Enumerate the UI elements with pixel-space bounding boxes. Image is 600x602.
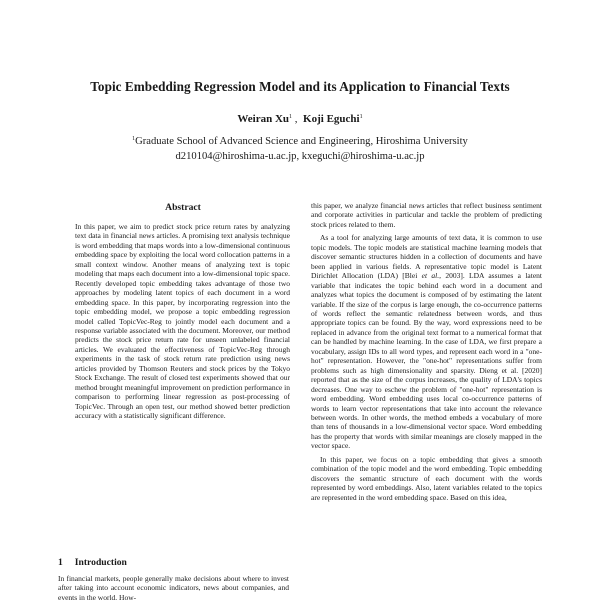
paragraph-text: As a tool for analyzing large amounts of text data, it is common to use topic models. The topic models are statistical machine learning models that discover semantic structures hidden in a collection of documents and have been applied in various fields. A representative topic model is Latent Dirichlet Allocation (LDA) [Blei [311, 233, 542, 281]
author-emails: d210104@hiroshima-u.ac.jp, kxeguchi@hiroshima-u.ac.jp [175, 151, 425, 162]
affiliation-mark: 1 [359, 114, 363, 120]
body-paragraph: this paper, we analyze financial news articles that reflect business sentiment and corporate activities in particular and tackle the problem of predicting stock prices related to them. [311, 201, 542, 229]
author-line [0, 113, 600, 125]
affiliation-mark: 1 [132, 136, 136, 142]
abstract-heading: Abstract [165, 202, 201, 213]
affiliation-block [0, 132, 600, 164]
body-paragraph: In this paper, we focus on a topic embedding that gives a smooth combination of the topic model and the word embedding. Topic embedding discovers the semantic structure of each document with the words represented by word embeddings. Also, latent variables related to the topics are represented in the word embedding space. Based on this idea, [311, 454, 542, 502]
paragraph-text: , 2003]. LDA assumes a latent variable that indicates the topic behind each word in a document and analyzes what topics the document is composed of by estimating the latent variable. If the size of the corpus is large enough, the co-occurrence patterns of words reflect the semantic relatedness between words, and thus appropriate topics can be found. By the way, word expressions need to be replaced in advance from the original text format to a numerical format that can be handled by machine learning. In the case of LDA, we first prepare a vocabulary, assign IDs to all word types, and represent each word in a "one-hot" representation. However, the "one-hot" representations suffer from problems such as high dimensionality and sparsity. Dieng et al. [2020] reported that as the size of the corpus increases, the quality of LDA's topics decreases. One way to eschew the problem of "one-hot" representation is word embedding. Word embedding uses local co-occurrence patterns of words to learn vector representations that take into account the relevance between words. In other words, the method embeds a vocabulary of more than tens of thousands in a low-dimensional vector space. Word embedding has the property that words with similar meanings are closely mapped in the vector space. [311, 271, 543, 451]
abstract-text: In this paper, we aim to predict stock price return rates by analyzing text data in financial news articles. A promising text analysis technique is word embedding that maps words into a low-dimensional continuous embedding space by exploiting the local word collocation patterns in a small context window. Another means of analyzing text is topic modeling that maps each document into a low-dimensional topic space. Recently developed topic embedding takes advantage of those two approaches by modeling latent topics of each document in a word embedding space. In this paper, by incorporating regression into the topic embedding model, we propose a topic embedding regression model called TopicVec-Reg to jointly model each document and a response variable associated with the document. Moreover, our method predicts the stock price return rate for unseen unlabeled financial articles. We evaluated the effectiveness of TopicVec-Reg through experiments in the task of stock return rate prediction using news articles provided by Thomson Reuters and stock prices by the Tokyo Stock Exchange. The result of closed test experiments showed that our method brought meaningful improvement on prediction performance in comparison to performing linear regression as post-processing of TopicVec. Through an open test, our method showed better prediction accuracy with a statistically significant difference. [75, 222, 290, 421]
body-paragraph [311, 233, 542, 450]
author-name: Koji Eguchi [303, 113, 360, 125]
affiliation-text: Graduate School of Advanced Science and Engineering, Hiroshima University [135, 136, 468, 147]
section-title: Introduction [74, 557, 127, 568]
affiliation-mark: 1 [289, 114, 293, 120]
author-name: Weiran Xu [237, 113, 290, 125]
paper-title: Topic Embedding Regression Model and its Application to Financial Texts [90, 79, 510, 94]
right-column [311, 201, 542, 502]
author-separator: , [294, 113, 298, 125]
section-number: 1 [58, 557, 63, 568]
section-heading [58, 557, 139, 568]
affiliation [0, 132, 600, 149]
citation-etal: et al. [421, 271, 440, 281]
intro-paragraph: In financial markets, people generally make decisions about where to invest after taking into account economic indicators, news about companies, and events in the world. How- [58, 574, 289, 602]
